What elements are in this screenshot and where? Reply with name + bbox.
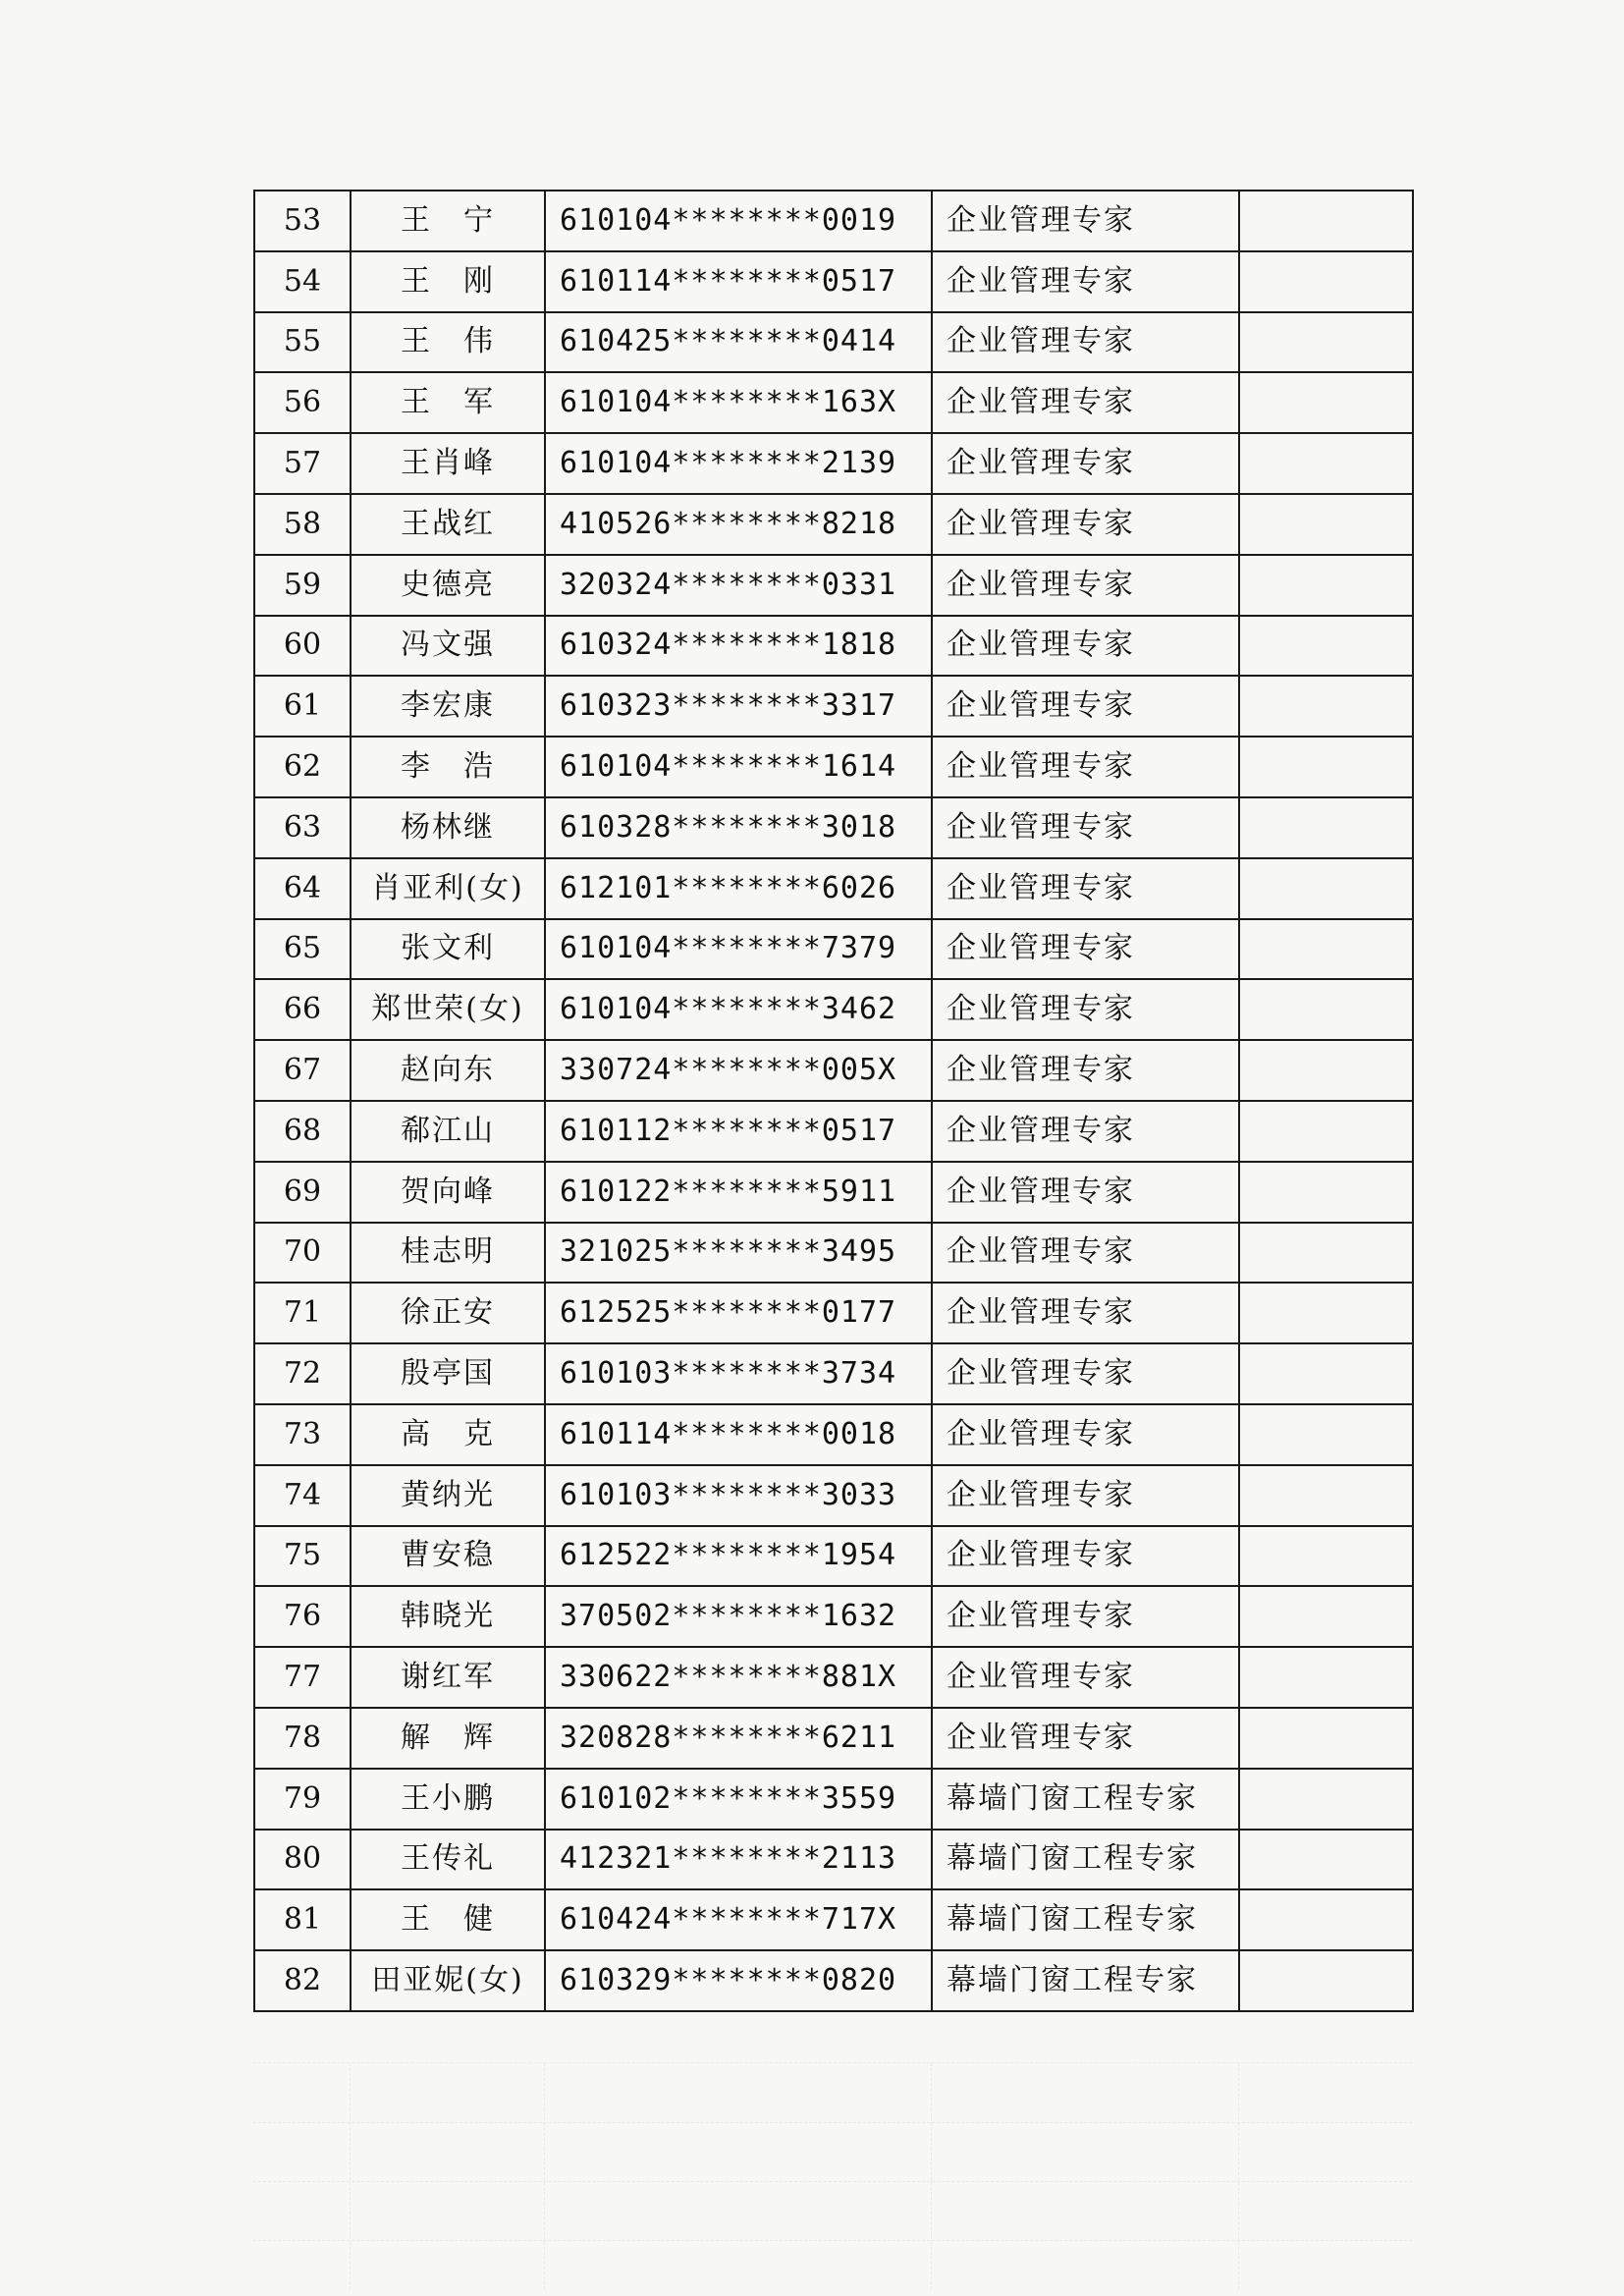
table-row [254,1343,1413,1404]
expert-category: 企业管理专家 [932,372,1239,433]
expert-category: 幕墙门窗工程专家 [932,1950,1239,2011]
expert-category: 企业管理专家 [932,797,1239,858]
table-row [254,1040,1413,1101]
table-row [254,616,1413,677]
row-number: 79 [254,1769,351,1830]
expert-category: 企业管理专家 [932,1465,1239,1526]
expert-category: 企业管理专家 [932,1162,1239,1223]
expert-name: 黄纳光 [351,1465,545,1526]
id-number: 610114********0018 [545,1404,932,1465]
expert-name: 桂志明 [351,1223,545,1284]
expert-category: 企业管理专家 [932,312,1239,373]
ghost-line [544,2063,545,2289]
table-body [254,191,1413,2011]
row-number: 61 [254,676,351,737]
table-row [254,1708,1413,1769]
expert-name: 李宏康 [351,676,545,737]
id-number: 410526********8218 [545,494,932,555]
expert-category: 企业管理专家 [932,251,1239,312]
row-number: 73 [254,1404,351,1465]
row-number: 54 [254,251,351,312]
row-number: 55 [254,312,351,373]
expert-category: 幕墙门窗工程专家 [932,1830,1239,1890]
remarks-cell [1239,979,1413,1040]
expert-category: 企业管理专家 [932,737,1239,797]
expert-name: 肖亚利(女) [351,858,545,919]
table-row [254,1465,1413,1526]
table-row [254,312,1413,373]
expert-category: 企业管理专家 [932,676,1239,737]
remarks-cell [1239,191,1413,251]
remarks-cell [1239,737,1413,797]
table-row [254,1162,1413,1223]
row-number: 71 [254,1283,351,1343]
expert-name: 殷亭国 [351,1343,545,1404]
table-row [254,191,1413,251]
id-number: 610122********5911 [545,1162,932,1223]
table-row [254,676,1413,737]
expert-name: 韩晓光 [351,1586,545,1647]
expert-category: 企业管理专家 [932,1040,1239,1101]
table-row [254,251,1413,312]
expert-category: 企业管理专家 [932,1586,1239,1647]
expert-category: 幕墙门窗工程专家 [932,1769,1239,1830]
expert-name: 郗江山 [351,1101,545,1162]
expert-name: 李 浩 [351,737,545,797]
table-row [254,1223,1413,1284]
row-number: 77 [254,1647,351,1708]
remarks-cell [1239,1101,1413,1162]
table-row [254,1101,1413,1162]
row-number: 70 [254,1223,351,1284]
remarks-cell [1239,1830,1413,1890]
id-number: 610425********0414 [545,312,932,373]
table-row [254,858,1413,919]
remarks-cell [1239,1769,1413,1830]
table-row [254,979,1413,1040]
expert-category: 企业管理专家 [932,433,1239,494]
row-number: 69 [254,1162,351,1223]
remarks-cell [1239,616,1413,677]
id-number: 321025********3495 [545,1223,932,1284]
ghost-line [350,2063,351,2289]
remarks-cell [1239,1283,1413,1343]
expert-category: 企业管理专家 [932,1223,1239,1284]
table-row [254,372,1413,433]
expert-category: 企业管理专家 [932,1526,1239,1587]
id-number: 610104********1614 [545,737,932,797]
table-row [254,555,1413,616]
row-number: 68 [254,1101,351,1162]
row-number: 82 [254,1950,351,2011]
table-row [254,494,1413,555]
table-row [254,1526,1413,1587]
expert-name: 贺向峰 [351,1162,545,1223]
remarks-cell [1239,919,1413,980]
ghost-line [253,2240,1412,2241]
table-row [254,1830,1413,1890]
ghost-line [1238,2063,1239,2289]
remarks-cell [1239,676,1413,737]
remarks-cell [1239,433,1413,494]
expert-name: 冯文强 [351,616,545,677]
remarks-cell [1239,1404,1413,1465]
remarks-cell [1239,797,1413,858]
id-number: 612101********6026 [545,858,932,919]
row-number: 74 [254,1465,351,1526]
row-number: 57 [254,433,351,494]
expert-name: 赵向东 [351,1040,545,1101]
reverse-side-show-through [253,2062,1412,2289]
row-number: 59 [254,555,351,616]
row-number: 56 [254,372,351,433]
row-number: 60 [254,616,351,677]
row-number: 78 [254,1708,351,1769]
expert-category: 企业管理专家 [932,919,1239,980]
id-number: 330724********005X [545,1040,932,1101]
table-row [254,737,1413,797]
remarks-cell [1239,1586,1413,1647]
expert-category: 企业管理专家 [932,1343,1239,1404]
table-row [254,1404,1413,1465]
id-number: 320828********6211 [545,1708,932,1769]
expert-category: 企业管理专家 [932,1647,1239,1708]
expert-name: 王 军 [351,372,545,433]
id-number: 610323********3317 [545,676,932,737]
id-number: 610424********717X [545,1889,932,1950]
remarks-cell [1239,1223,1413,1284]
expert-category: 企业管理专家 [932,1404,1239,1465]
expert-category: 企业管理专家 [932,1283,1239,1343]
expert-name: 王 健 [351,1889,545,1950]
expert-category: 企业管理专家 [932,1101,1239,1162]
expert-name: 王战红 [351,494,545,555]
row-number: 67 [254,1040,351,1101]
id-number: 610112********0517 [545,1101,932,1162]
remarks-cell [1239,372,1413,433]
expert-name: 王 伟 [351,312,545,373]
expert-name: 徐正安 [351,1283,545,1343]
row-number: 64 [254,858,351,919]
row-number: 58 [254,494,351,555]
expert-list-table [253,190,1414,2012]
expert-name: 曹安稳 [351,1526,545,1587]
row-number: 62 [254,737,351,797]
row-number: 65 [254,919,351,980]
id-number: 612525********0177 [545,1283,932,1343]
expert-name: 高 克 [351,1404,545,1465]
ghost-line [253,2122,1412,2123]
row-number: 66 [254,979,351,1040]
expert-name: 王 宁 [351,191,545,251]
remarks-cell [1239,1889,1413,1950]
remarks-cell [1239,858,1413,919]
expert-category: 幕墙门窗工程专家 [932,1889,1239,1950]
expert-name: 王传礼 [351,1830,545,1890]
id-number: 610104********0019 [545,191,932,251]
expert-name: 田亚妮(女) [351,1950,545,2011]
remarks-cell [1239,312,1413,373]
expert-name: 史德亮 [351,555,545,616]
id-number: 610104********163X [545,372,932,433]
expert-category: 企业管理专家 [932,979,1239,1040]
id-number: 610114********0517 [545,251,932,312]
ghost-line [253,2181,1412,2182]
row-number: 63 [254,797,351,858]
remarks-cell [1239,1708,1413,1769]
row-number: 80 [254,1830,351,1890]
expert-category: 企业管理专家 [932,191,1239,251]
ghost-line [931,2063,932,2289]
remarks-cell [1239,1526,1413,1587]
row-number: 81 [254,1889,351,1950]
expert-category: 企业管理专家 [932,494,1239,555]
table-row [254,1889,1413,1950]
id-number: 610102********3559 [545,1769,932,1830]
id-number: 610104********7379 [545,919,932,980]
remarks-cell [1239,1465,1413,1526]
id-number: 610104********3462 [545,979,932,1040]
expert-name: 解 辉 [351,1708,545,1769]
remarks-cell [1239,494,1413,555]
id-number: 610329********0820 [545,1950,932,2011]
table-row [254,1283,1413,1343]
table-row [254,1647,1413,1708]
expert-name: 郑世荣(女) [351,979,545,1040]
expert-name: 王肖峰 [351,433,545,494]
id-number: 610324********1818 [545,616,932,677]
remarks-cell [1239,1162,1413,1223]
table-row [254,1950,1413,2011]
id-number: 610103********3734 [545,1343,932,1404]
remarks-cell [1239,1040,1413,1101]
expert-category: 企业管理专家 [932,1708,1239,1769]
expert-name: 王小鹏 [351,1769,545,1830]
id-number: 412321********2113 [545,1830,932,1890]
expert-category: 企业管理专家 [932,555,1239,616]
expert-name: 王 刚 [351,251,545,312]
expert-name: 谢红军 [351,1647,545,1708]
id-number: 612522********1954 [545,1526,932,1587]
table-row [254,797,1413,858]
row-number: 76 [254,1586,351,1647]
expert-category: 企业管理专家 [932,858,1239,919]
table-row [254,1586,1413,1647]
expert-name: 张文利 [351,919,545,980]
id-number: 610103********3033 [545,1465,932,1526]
remarks-cell [1239,1343,1413,1404]
remarks-cell [1239,1950,1413,2011]
id-number: 320324********0331 [545,555,932,616]
table-row [254,433,1413,494]
table-row [254,1769,1413,1830]
remarks-cell [1239,555,1413,616]
remarks-cell [1239,1647,1413,1708]
expert-name: 杨林继 [351,797,545,858]
id-number: 370502********1632 [545,1586,932,1647]
id-number: 610104********2139 [545,433,932,494]
table-row [254,919,1413,980]
row-number: 72 [254,1343,351,1404]
id-number: 330622********881X [545,1647,932,1708]
row-number: 53 [254,191,351,251]
remarks-cell [1239,251,1413,312]
row-number: 75 [254,1526,351,1587]
id-number: 610328********3018 [545,797,932,858]
expert-category: 企业管理专家 [932,616,1239,677]
